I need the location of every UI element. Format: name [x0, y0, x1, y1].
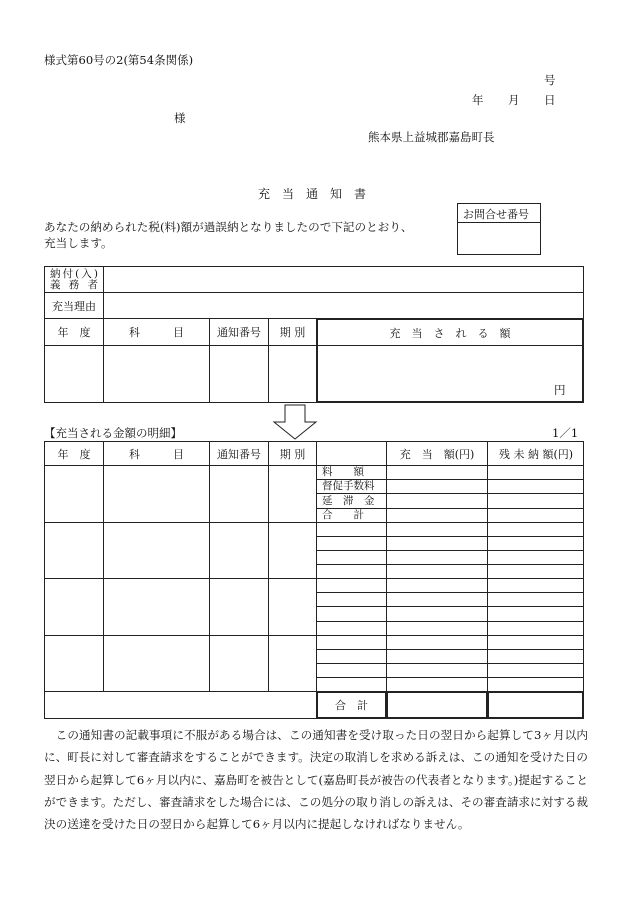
detail-col-applied: 充 当 額(円)	[399, 447, 475, 461]
col-notice-no: 通知番号	[217, 326, 261, 339]
day-label: 日	[544, 93, 556, 107]
breakdown-subtotal: 合 計	[322, 509, 364, 521]
inquiry-label: お問合せ番号	[463, 208, 529, 221]
payer-label-2: 義務者	[50, 278, 98, 291]
col-amount: 充 当 さ れ る 額	[389, 326, 511, 340]
breakdown-late-charge: 延 滞 金	[322, 494, 375, 507]
year-label: 年	[472, 93, 484, 107]
form-code: 様式第60号の2(第54条関係)	[44, 53, 194, 67]
detail-col-year: 年 度	[57, 447, 91, 461]
lead-text: あなたの納められた税(料)額が過誤納となりましたので下記のとおり、充当します。	[44, 220, 413, 250]
detail-col-period: 期 別	[279, 447, 306, 461]
number-label: 号	[544, 73, 556, 87]
col-item: 科 目	[129, 326, 184, 339]
col-year: 年 度	[57, 326, 91, 339]
col-period: 期 別	[279, 326, 306, 339]
issuer: 熊本県上益城郡嘉島町長	[368, 130, 495, 144]
detail-col-remaining: 残 未 納 額(円)	[498, 447, 574, 461]
total-label: 合 計	[335, 699, 368, 712]
detail-heading: 【充当される金額の明細】	[44, 426, 182, 440]
detail-col-notice-no: 通知番号	[217, 447, 261, 461]
document-title: 充 当 通 知 書	[258, 187, 367, 201]
month-label: 月	[508, 93, 520, 107]
reason-label: 充当理由	[52, 299, 96, 313]
payer-label-1: 納付(入)	[50, 267, 98, 280]
detail-col-item: 科 目	[129, 447, 184, 461]
addressee-suffix: 様	[174, 111, 186, 125]
yen-label: 円	[554, 383, 566, 397]
down-arrow-icon	[272, 404, 318, 440]
appeal-notice: この通知書の記載事項に不服がある場合は、この通知書を受け取った日の翌日から起算して3ヶ月以内に、町長に対して審査請求をすることができます。決定の取消しを求める訴えは、この通知を受けた日の翌日から起算して6ヶ月以内に、嘉島町を被告として(嘉島町長が被告の代表者となります。)提起することができます。ただし、審査請求をした場合には、この処分の取り消しの訴えは、その審査請求に対する裁決の送達を受けた日の翌日から起算して6ヶ月以内に提起しなければなりません。	[44, 728, 588, 832]
breakdown-fee: 料 額	[322, 466, 364, 478]
page-indicator: 1／1	[552, 426, 579, 440]
breakdown-dunning-fee: 督促手数料	[322, 480, 375, 492]
